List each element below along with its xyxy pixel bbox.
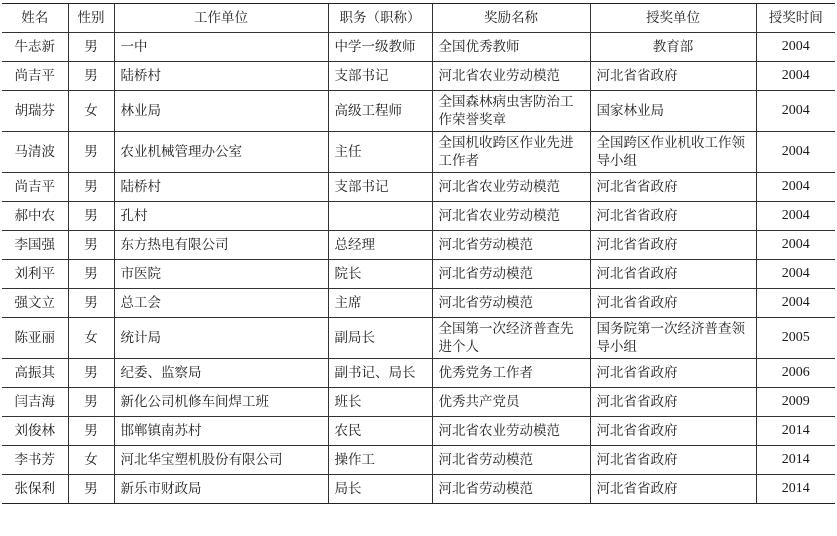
cell-unit: 邯郸镇南苏村 <box>114 417 328 446</box>
cell-post: 院长 <box>328 260 432 289</box>
col-header-grantor: 授奖单位 <box>590 4 756 33</box>
cell-award: 全国优秀教师 <box>432 33 590 62</box>
cell-year: 2004 <box>756 231 835 260</box>
cell-grantor: 河北省省政府 <box>590 231 756 260</box>
cell-unit: 陆桥村 <box>114 62 328 91</box>
cell-name: 闫吉海 <box>2 388 68 417</box>
table-row <box>2 231 835 260</box>
cell-grantor: 河北省省政府 <box>590 173 756 202</box>
cell-year: 2004 <box>756 91 835 132</box>
cell-name: 尚吉平 <box>2 62 68 91</box>
cell-award: 河北省农业劳动模范 <box>432 417 590 446</box>
cell-post: 副书记、局长 <box>328 359 432 388</box>
cell-unit: 孔村 <box>114 202 328 231</box>
cell-grantor: 河北省省政府 <box>590 388 756 417</box>
cell-sex: 男 <box>68 388 114 417</box>
cell-grantor: 河北省省政府 <box>590 62 756 91</box>
table-row <box>2 202 835 231</box>
cell-year: 2004 <box>756 202 835 231</box>
table-row <box>2 359 835 388</box>
cell-name: 郝中农 <box>2 202 68 231</box>
cell-unit: 林业局 <box>114 91 328 132</box>
cell-year: 2014 <box>756 475 835 504</box>
cell-name: 李书芳 <box>2 446 68 475</box>
col-header-year: 授奖时间 <box>756 4 835 33</box>
cell-award: 河北省劳动模范 <box>432 231 590 260</box>
col-header-name: 姓名 <box>2 4 68 33</box>
cell-grantor: 国家林业局 <box>590 91 756 132</box>
cell-post: 班长 <box>328 388 432 417</box>
cell-grantor: 国务院第一次经济普查领导小组 <box>590 318 756 359</box>
cell-name: 张保利 <box>2 475 68 504</box>
cell-post: 农民 <box>328 417 432 446</box>
cell-award: 全国第一次经济普查先进个人 <box>432 318 590 359</box>
table-row <box>2 475 835 504</box>
cell-post: 主席 <box>328 289 432 318</box>
cell-sex: 女 <box>68 446 114 475</box>
cell-grantor: 河北省省政府 <box>590 446 756 475</box>
cell-sex: 男 <box>68 417 114 446</box>
cell-unit: 市医院 <box>114 260 328 289</box>
cell-sex: 女 <box>68 91 114 132</box>
cell-unit: 农业机械管理办公室 <box>114 132 328 173</box>
header-row <box>2 4 835 33</box>
cell-award: 河北省劳动模范 <box>432 475 590 504</box>
cell-sex: 男 <box>68 231 114 260</box>
cell-post: 高级工程师 <box>328 91 432 132</box>
cell-award: 优秀党务工作者 <box>432 359 590 388</box>
cell-year: 2004 <box>756 33 835 62</box>
col-header-award: 奖励名称 <box>432 4 590 33</box>
cell-year: 2004 <box>756 260 835 289</box>
cell-name: 刘俊林 <box>2 417 68 446</box>
table-row <box>2 62 835 91</box>
cell-name: 尚吉平 <box>2 173 68 202</box>
table-row <box>2 91 835 132</box>
cell-award: 河北省劳动模范 <box>432 289 590 318</box>
cell-year: 2004 <box>756 132 835 173</box>
cell-unit: 一中 <box>114 33 328 62</box>
cell-award: 河北省农业劳动模范 <box>432 202 590 231</box>
table-row <box>2 318 835 359</box>
cell-unit: 陆桥村 <box>114 173 328 202</box>
table-row <box>2 33 835 62</box>
cell-sex: 男 <box>68 359 114 388</box>
cell-year: 2014 <box>756 446 835 475</box>
cell-sex: 男 <box>68 33 114 62</box>
cell-award: 全国机收跨区作业先进工作者 <box>432 132 590 173</box>
cell-post: 支部书记 <box>328 173 432 202</box>
cell-grantor: 河北省省政府 <box>590 202 756 231</box>
cell-year: 2006 <box>756 359 835 388</box>
table-row <box>2 388 835 417</box>
col-header-unit: 工作单位 <box>114 4 328 33</box>
table-body <box>2 33 835 504</box>
cell-year: 2004 <box>756 289 835 318</box>
col-header-sex: 性别 <box>68 4 114 33</box>
cell-name: 强文立 <box>2 289 68 318</box>
cell-year: 2005 <box>756 318 835 359</box>
cell-unit: 纪委、监察局 <box>114 359 328 388</box>
cell-name: 胡瑞芬 <box>2 91 68 132</box>
table-row <box>2 446 835 475</box>
cell-unit: 总工会 <box>114 289 328 318</box>
cell-award: 河北省农业劳动模范 <box>432 62 590 91</box>
cell-award: 河北省劳动模范 <box>432 446 590 475</box>
cell-grantor: 河北省省政府 <box>590 417 756 446</box>
table-row <box>2 289 835 318</box>
table-row <box>2 173 835 202</box>
cell-sex: 男 <box>68 289 114 318</box>
cell-unit: 东方热电有限公司 <box>114 231 328 260</box>
cell-post: 主任 <box>328 132 432 173</box>
cell-name: 高振其 <box>2 359 68 388</box>
cell-sex: 男 <box>68 260 114 289</box>
cell-award: 河北省农业劳动模范 <box>432 173 590 202</box>
cell-sex: 男 <box>68 202 114 231</box>
cell-name: 马清波 <box>2 132 68 173</box>
cell-grantor: 河北省省政府 <box>590 359 756 388</box>
cell-post: 局长 <box>328 475 432 504</box>
cell-grantor: 河北省省政府 <box>590 289 756 318</box>
cell-award: 全国森林病虫害防治工作荣誉奖章 <box>432 91 590 132</box>
cell-post: 副局长 <box>328 318 432 359</box>
cell-sex: 男 <box>68 62 114 91</box>
cell-grantor: 教育部 <box>590 33 756 62</box>
cell-name: 陈亚丽 <box>2 318 68 359</box>
cell-year: 2009 <box>756 388 835 417</box>
cell-year: 2004 <box>756 62 835 91</box>
table-row <box>2 132 835 173</box>
cell-sex: 男 <box>68 475 114 504</box>
cell-year: 2014 <box>756 417 835 446</box>
cell-sex: 男 <box>68 132 114 173</box>
cell-sex: 女 <box>68 318 114 359</box>
cell-post: 中学一级教师 <box>328 33 432 62</box>
cell-post: 操作工 <box>328 446 432 475</box>
col-header-post: 职务（职称） <box>328 4 432 33</box>
cell-award: 优秀共产党员 <box>432 388 590 417</box>
cell-grantor: 河北省省政府 <box>590 260 756 289</box>
table-row <box>2 417 835 446</box>
cell-grantor: 河北省省政府 <box>590 475 756 504</box>
cell-name: 李国强 <box>2 231 68 260</box>
awards-table <box>2 3 835 504</box>
cell-sex: 男 <box>68 173 114 202</box>
cell-year: 2004 <box>756 173 835 202</box>
cell-unit: 新乐市财政局 <box>114 475 328 504</box>
cell-post: 总经理 <box>328 231 432 260</box>
cell-name: 刘利平 <box>2 260 68 289</box>
cell-post <box>328 202 432 231</box>
cell-grantor: 全国跨区作业机收工作领导小组 <box>590 132 756 173</box>
cell-unit: 河北华宝塑机股份有限公司 <box>114 446 328 475</box>
cell-unit: 新化公司机修车间焊工班 <box>114 388 328 417</box>
cell-post: 支部书记 <box>328 62 432 91</box>
cell-unit: 统计局 <box>114 318 328 359</box>
cell-award: 河北省劳动模范 <box>432 260 590 289</box>
cell-name: 牛志新 <box>2 33 68 62</box>
table-row <box>2 260 835 289</box>
